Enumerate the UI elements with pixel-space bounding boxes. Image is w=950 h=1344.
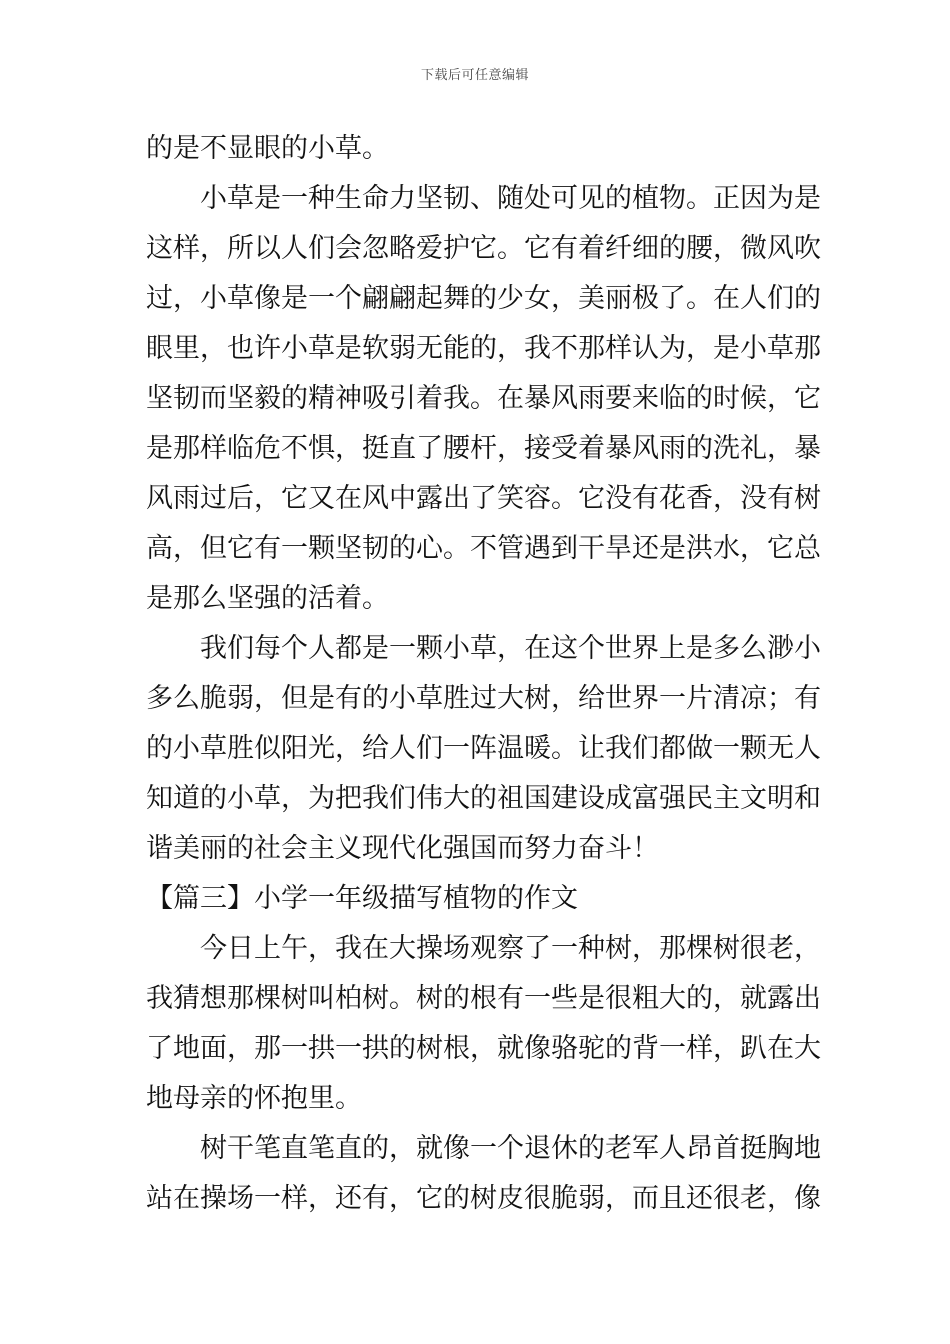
text-line: 这样，所以人们会忽略爱护它。它有着纤细的腰，微风吹 xyxy=(146,233,821,264)
text-line: 是那么坚强的活着。 xyxy=(146,583,389,614)
text-line: 的是不显眼的小草。 xyxy=(146,133,389,164)
text-line: 树干笔直笔直的，就像一个退休的老军人昂首挺胸地 xyxy=(200,1133,821,1164)
text-line: 风雨过后，它又在风中露出了笑容。它没有花香，没有树 xyxy=(146,483,821,514)
text-line: 坚韧而坚毅的精神吸引着我。在暴风雨要来临的时候，它 xyxy=(146,383,821,414)
text-line: 多么脆弱，但是有的小草胜过大树，给世界一片清凉；有 xyxy=(146,683,821,714)
body-text xyxy=(146,124,821,1224)
text-line: 地母亲的怀抱里。 xyxy=(146,1083,362,1114)
text-line: 眼里，也许小草是软弱无能的，我不那样认为，是小草那 xyxy=(146,333,821,364)
text-line: 知道的小草，为把我们伟大的祖国建设成富强民主文明和 xyxy=(146,783,821,814)
text-line: 站在操场一样，还有，它的树皮很脆弱，而且还很老，像 xyxy=(146,1183,821,1214)
text-line: 了地面，那一拱一拱的树根，就像骆驼的背一样，趴在大 xyxy=(146,1033,821,1064)
text-line: 我们每个人都是一颗小草，在这个世界上是多么渺小 xyxy=(200,633,821,664)
text-line: 是那样临危不惧，挺直了腰杆，接受着暴风雨的洗礼，暴 xyxy=(146,433,821,464)
text-line: 谐美丽的社会主义现代化强国而努力奋斗！ xyxy=(146,833,659,864)
text-line: 的小草胜似阳光，给人们一阵温暖。让我们都做一颗无人 xyxy=(146,733,821,764)
text-line: 我猜想那棵树叫柏树。树的根有一些是很粗大的，就露出 xyxy=(146,983,821,1014)
text-line: 过，小草像是一个翩翩起舞的少女，美丽极了。在人们的 xyxy=(146,283,821,314)
text-line: 小草是一种生命力坚韧、随处可见的植物。正因为是 xyxy=(200,183,821,214)
page-header: 下载后可任意编辑 xyxy=(420,68,529,83)
text-line: 今日上午，我在大操场观察了一种树，那棵树很老， xyxy=(200,933,821,964)
section-heading: 【篇三】小学一年级描写植物的作文 xyxy=(146,883,578,914)
text-line: 高，但它有一颗坚韧的心。不管遇到干旱还是洪水，它总 xyxy=(146,533,821,564)
